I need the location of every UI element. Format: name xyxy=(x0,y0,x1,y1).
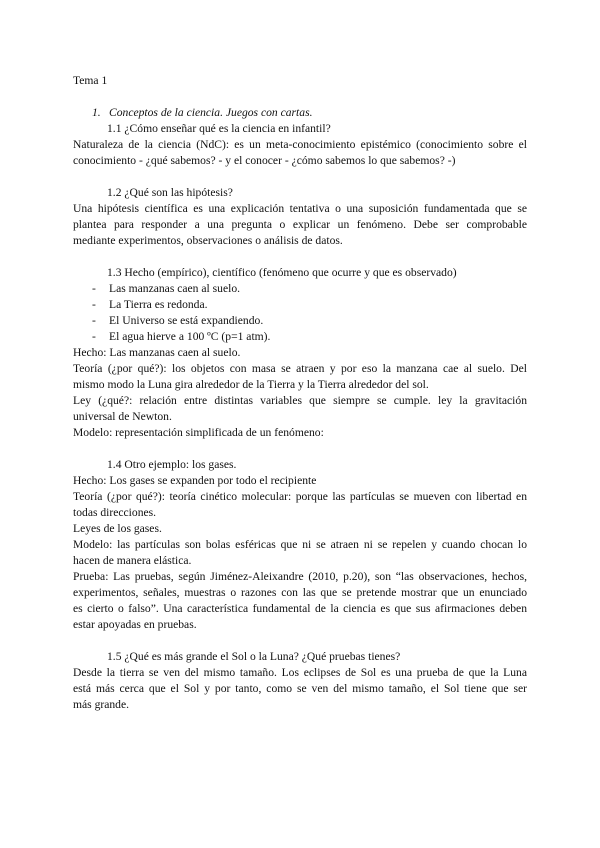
s14-teoria-line: Teoría (¿por qué?): teoría cinético molecular: porque las partículas se mueven con libertad en xyxy=(73,490,527,503)
s14-title: 1.4 Otro ejemplo: los gases. xyxy=(107,458,237,471)
s11-para-line: conocimiento - ¿qué sabemos? - y el conocer - ¿cómo sabemos lo que sabemos? -) xyxy=(73,154,456,167)
s13-modelo: Modelo: representación simplificada de un fenómeno: xyxy=(73,426,324,439)
bullet-dash: - xyxy=(92,282,96,295)
s11-para-line: Naturaleza de la ciencia (NdC): es un meta-conocimiento epistémico (conocimiento sobre el xyxy=(73,138,527,151)
s12-para-line: Una hipótesis científica es una explicación tentativa o una suposición fundamentada que se xyxy=(73,202,527,215)
doc-tema: Tema 1 xyxy=(73,74,108,87)
s15-title: 1.5 ¿Qué es más grande el Sol o la Luna? ¿Qué pruebas tienes? xyxy=(107,650,401,663)
s14-modelo-line: Modelo: las partículas son bolas esféricas que ni se atraen ni se repelen y cuando chocan lo xyxy=(73,538,527,551)
s15-para-line: más grande. xyxy=(73,698,130,711)
s14-prueba-line: es cierto o falso”. Una característica fundamental de la ciencia es que sus afirmaciones deben xyxy=(73,602,527,615)
bullet-dash: - xyxy=(92,314,96,327)
s12-title: 1.2 ¿Qué son las hipótesis? xyxy=(107,186,233,199)
s14-prueba-line: estar apoyadas en pruebas. xyxy=(73,618,197,631)
bullet-item: La Tierra es redonda. xyxy=(109,298,208,311)
s13-ley-line: universal de Newton. xyxy=(73,410,172,423)
bullet-item: El Universo se está expandiendo. xyxy=(109,314,264,327)
bullet-item: Las manzanas caen al suelo. xyxy=(109,282,241,295)
s13-title: 1.3 Hecho (empírico), científico (fenómeno que ocurre y que es observado) xyxy=(107,266,457,279)
s15-para-line: Desde la tierra se ven del mismo tamaño. Los eclipses de Sol es una prueba de que la Luna xyxy=(73,666,527,679)
s13-teoria-line: mismo modo la Luna gira alrededor de la Tierra y la Tierra alrededor del sol. xyxy=(73,378,429,391)
s14-teoria-line: todas direcciones. xyxy=(73,506,157,519)
s13-ley-line: Ley (¿qué?: relación entre distintas variables que siempre se cumple. ley la gravitación xyxy=(73,394,527,407)
s15-para-line: está más cerca que el Sol y por tanto, como se ven del mismo tamaño, el Sol tiene que ser xyxy=(73,682,527,695)
s11-title: 1.1 ¿Cómo enseñar qué es la ciencia en infantil? xyxy=(107,122,331,135)
s12-para-line: plantea para responder a una pregunta o explicar un fenómeno. Debe ser comprobable xyxy=(73,218,527,231)
bullet-item: El agua hierve a 100 ºC (p=1 atm). xyxy=(109,330,271,343)
s14-modelo-line: hacen de manera elástica. xyxy=(73,554,192,567)
h1-number: 1. xyxy=(92,106,101,119)
s12-para-line: mediante experimentos, observaciones o análisis de datos. xyxy=(73,234,343,247)
bullet-dash: - xyxy=(92,298,96,311)
s14-leyes: Leyes de los gases. xyxy=(73,522,162,535)
s14-hecho: Hecho: Los gases se expanden por todo el recipiente xyxy=(73,474,317,487)
s13-teoria-line: Teoría (¿por qué?): los objetos con masa se atraen y por eso la manzana cae al suelo. Del xyxy=(73,362,527,375)
bullet-dash: - xyxy=(92,330,96,343)
s14-prueba-line: Prueba: Las pruebas, según Jiménez-Aleixandre (2010, p.20), son “las observaciones, hechos, xyxy=(73,570,527,583)
s13-hecho: Hecho: Las manzanas caen al suelo. xyxy=(73,346,241,359)
s14-prueba-line: experimentos, señales, muestras o razones con las que se pretende mostrar que un enunciado xyxy=(73,586,527,599)
h1-title: Conceptos de la ciencia. Juegos con cartas. xyxy=(109,106,313,119)
